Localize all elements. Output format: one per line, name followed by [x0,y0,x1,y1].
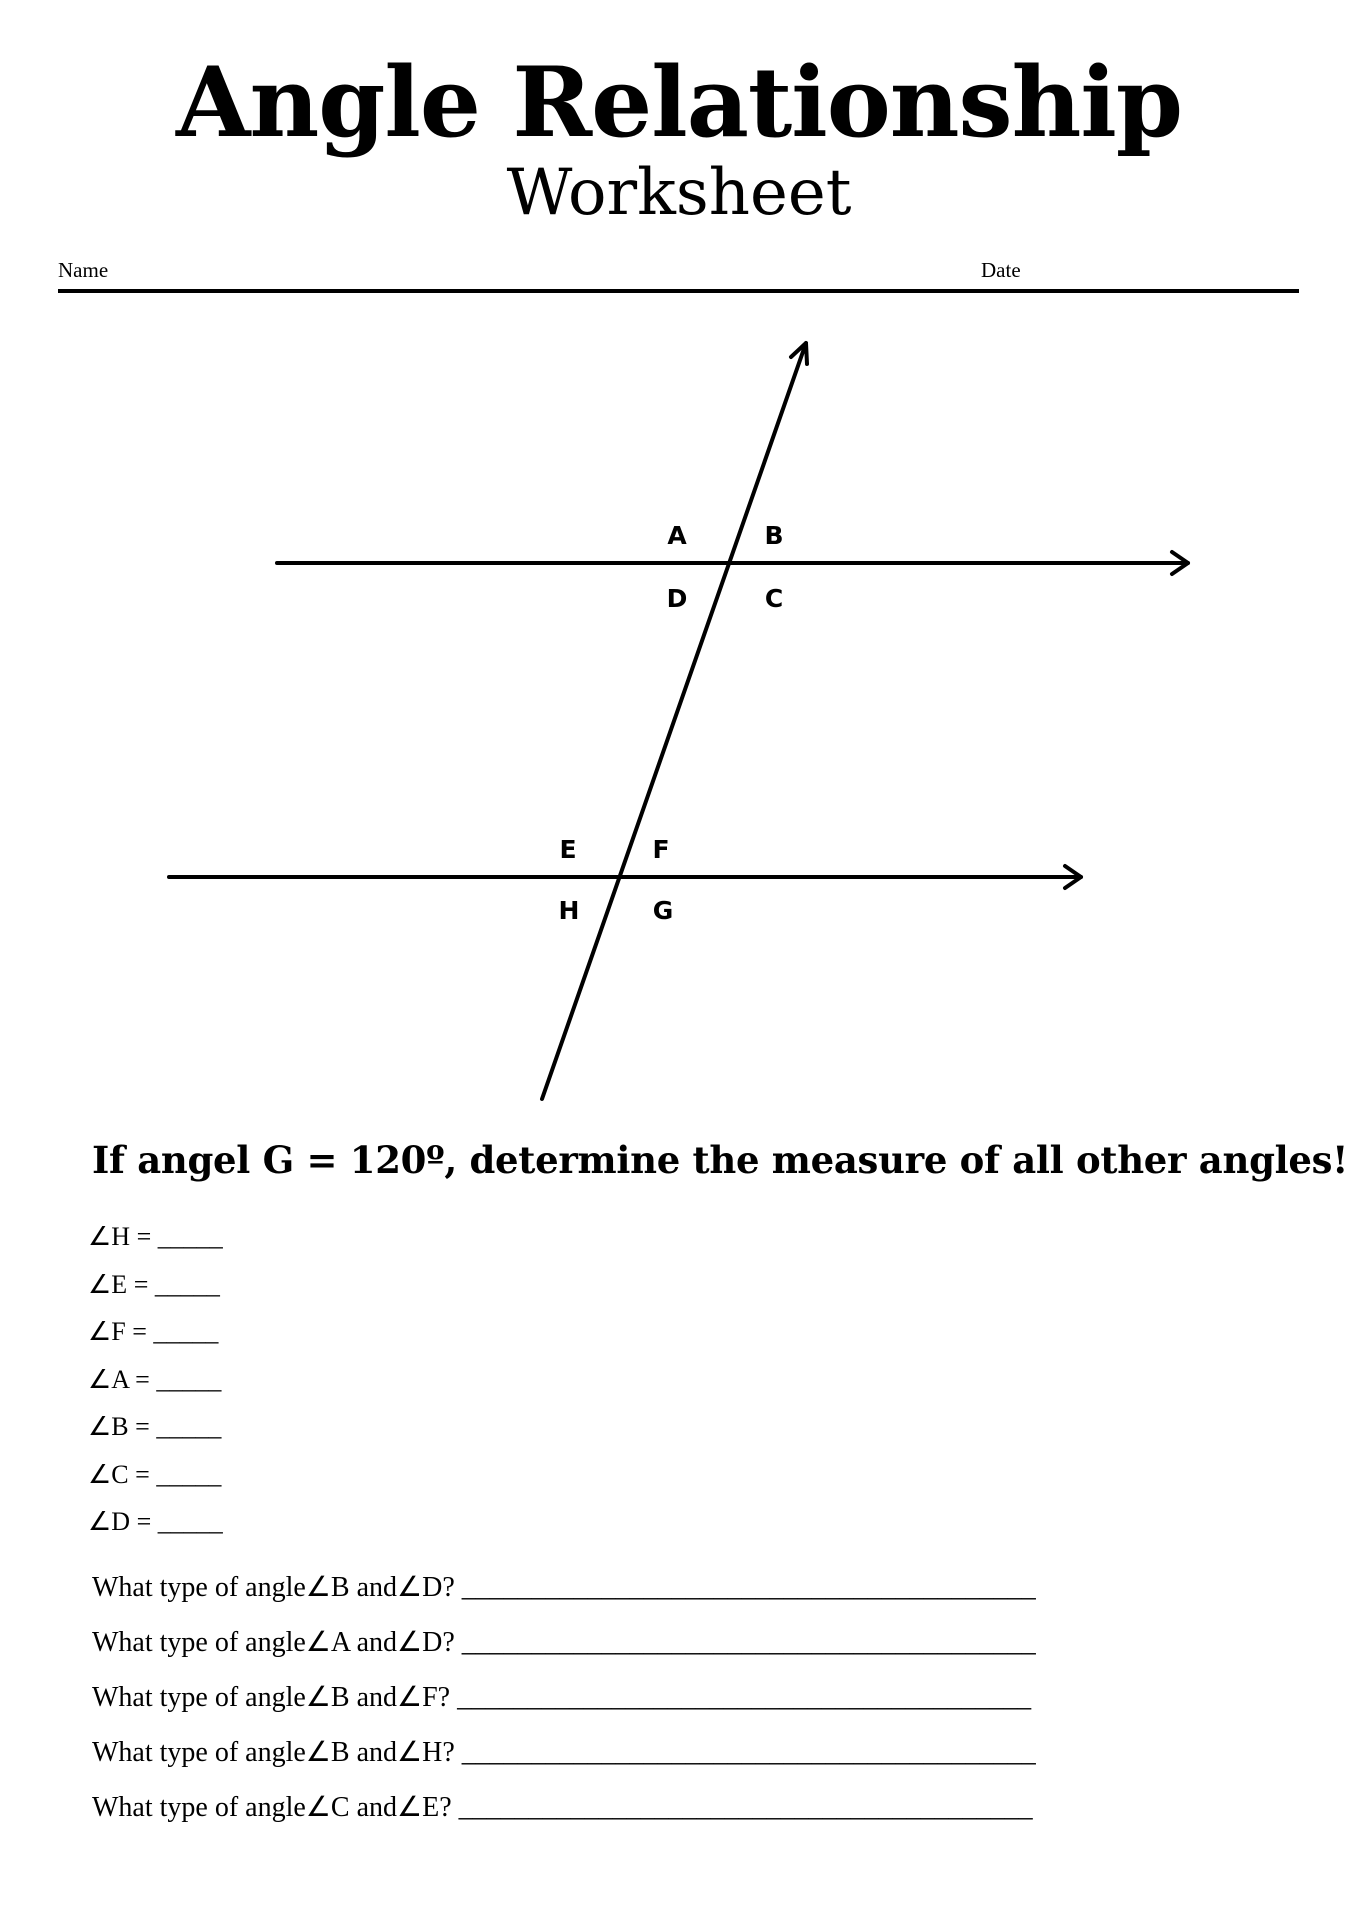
angle-label-b: B [764,521,784,550]
answer-angle-f: ∠F = _____ [88,1317,219,1346]
angle-label-g: G [652,896,674,925]
answer-angle-h: ∠H = _____ [88,1222,223,1251]
angle-answer-list [88,1213,223,1546]
angle-label-a: A [667,521,687,550]
worksheet-title: Angle Relationship [176,46,1182,159]
question-a-and-d: What type of angle∠A and∠D? _________________________________________ [92,1627,1036,1658]
angle-label-e: E [559,835,577,864]
answer-angle-c: ∠C = _____ [88,1459,222,1489]
name-label: Name [58,258,109,282]
angle-label-f: F [652,835,670,864]
transversal-line [542,343,806,1099]
question-b-and-h: What type of angle∠B and∠H? _________________________________________ [92,1737,1036,1768]
angle-label-d: D [666,584,688,613]
angle-label-h: H [558,896,580,925]
problem-prompt: If angel G = 120º, determine the measure of all other angles! [92,1138,1349,1182]
answer-angle-e: ∠E = _____ [88,1269,220,1299]
angle-label-c: C [764,584,784,613]
answer-angle-b: ∠B = _____ [88,1412,222,1441]
answer-angle-a: ∠A = _____ [88,1364,222,1394]
angle-type-questions [92,1560,1036,1835]
question-b-and-f: What type of angle∠B and∠F? _________________________________________ [92,1682,1032,1713]
date-label: Date [981,258,1021,282]
answer-angle-d: ∠D = _____ [88,1507,223,1536]
worksheet-subtitle: Worksheet [506,156,852,230]
question-c-and-e: What type of angle∠C and∠E? _________________________________________ [92,1792,1033,1823]
question-b-and-d: What type of angle∠B and∠D? _________________________________________ [92,1572,1036,1603]
